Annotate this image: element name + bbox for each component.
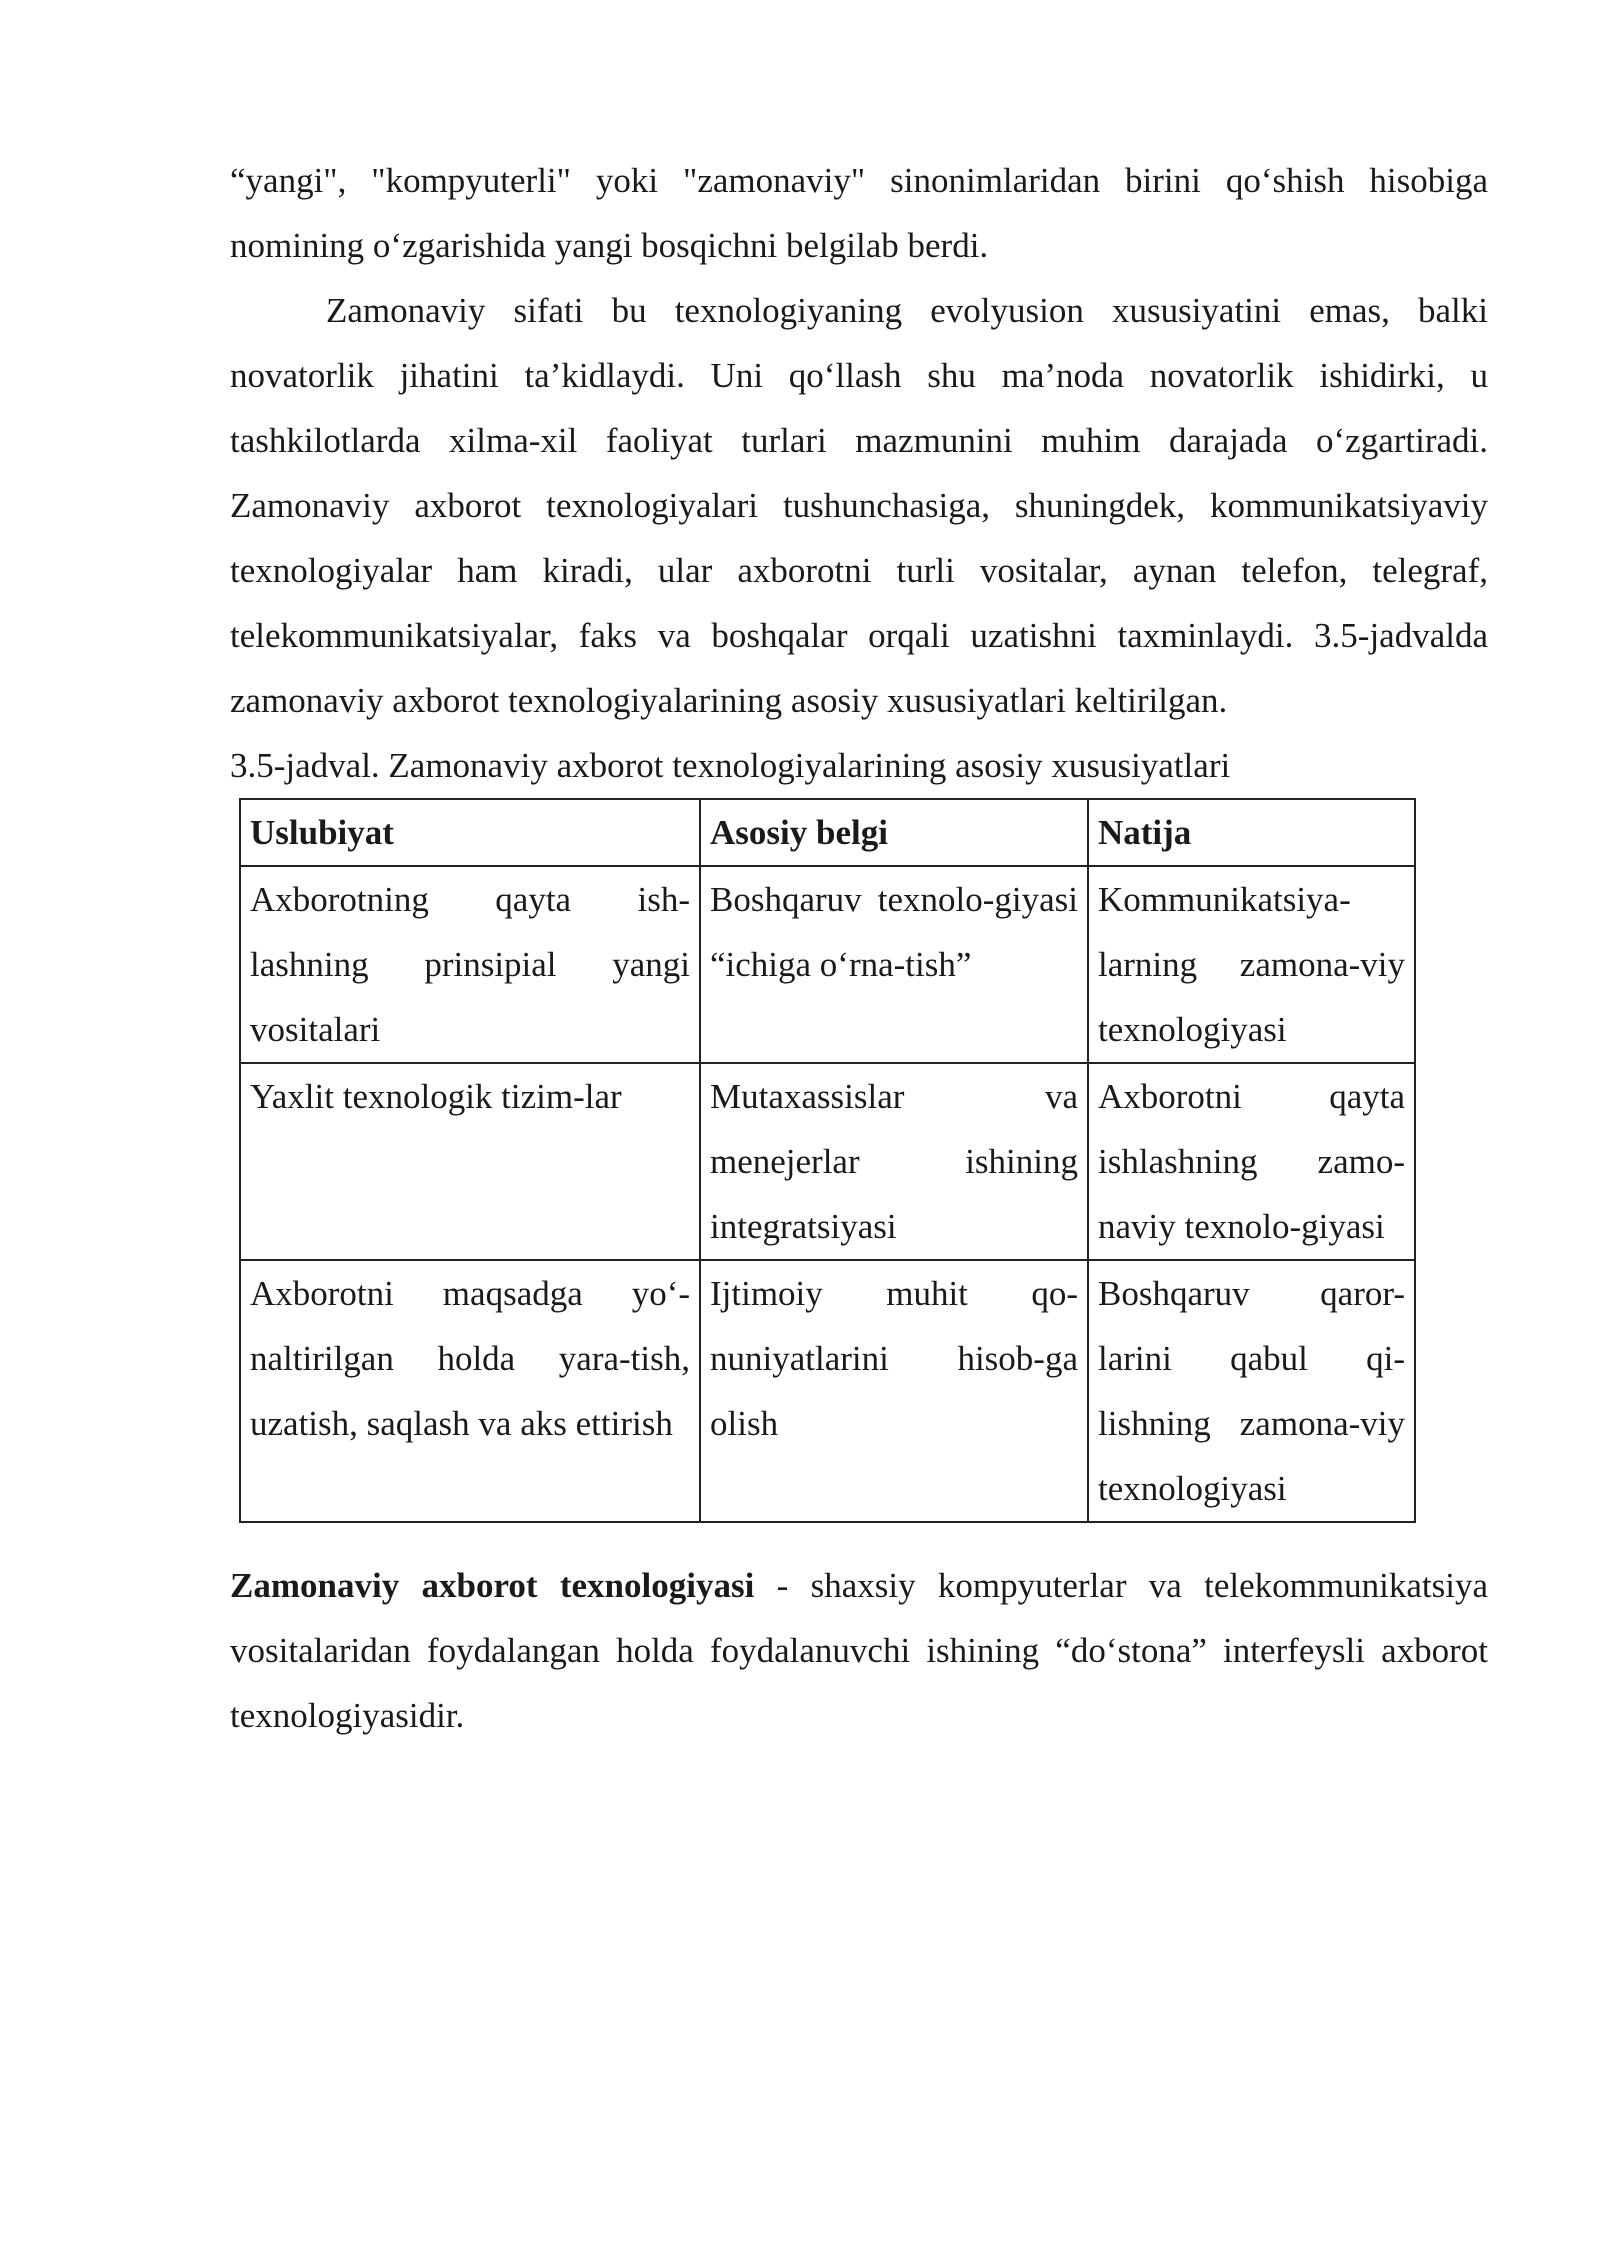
table-cell: Axborotni qayta ishlashning zamo-naviy texnolo-giyasi [1088,1063,1415,1260]
table-cell: Mutaxassislar va menejerlar ishining integratsiyasi [700,1063,1088,1260]
table-row [240,866,1415,1063]
table-cell: Kommunikatsiya-larning zamona-viy texnologiyasi [1088,866,1415,1063]
header-natija: Natija [1088,799,1415,866]
table-cell: Axborotning qayta ish-lashning prinsipial yangi vositalari [240,866,700,1063]
paragraph-main: Zamonaviy sifati bu texnologiyaning evolyusion xususiyatini emas, balki novatorlik jihatini ta’kidlaydi. Uni qo‘llash shu ma’noda novatorlik ishidirki, u tashkilotlarda xilma-xil faoliyat turlari mazmunini muhim darajada o‘zgartiradi. Zamonaviy axborot texnologiyalari tushunchasiga, shuningdek, kommunikatsiyaviy texnologiyalar ham kiradi, ular axborotni turli vositalar, aynan telefon, telegraf, telekommunikatsiyalar, faks va boshqalar orqali uzatishni taxminlaydi. 3.5-jadvalda zamonaviy axborot texnologiyalarining asosiy xususiyatlari keltirilgan. [230,291,1488,720]
paragraph-intro: “yangi", "kompyuterli" yoki "zamonaviy" sinonimlaridan birini qo‘shish hisobiga nomining o‘zgarishida yangi bosqichni belgilab berdi. [230,161,1488,265]
header-asosiy-belgi: Asosiy belgi [700,799,1088,866]
definition-paragraph [230,1553,1488,1748]
table-cell: Boshqaruv qaror-larini qabul qi-lishning zamona-viy texnologiyasi [1088,1260,1415,1522]
table-row [240,1260,1415,1522]
header-uslubiyat: Uslubiyat [240,799,700,866]
table-row [240,1063,1415,1260]
table-cell: Ijtimoiy muhit qo-nuniyatlarini hisob-ga olish [700,1260,1088,1522]
definition-text: - shaxsiy kompyuterlar va telekommunikatsiya vositalaridan foydalangan holda foydalanuvchi ishining “do‘stona” interfeysli axborot texnologiyasidir. [230,1566,1488,1735]
table-header-row [240,799,1415,866]
table-cell: Yaxlit texnologik tizim-lar [240,1063,700,1260]
document-page [230,148,1488,1748]
features-table [239,798,1416,1523]
table-caption: 3.5-jadval. Zamonaviy axborot texnologiyalarining asosiy xususiyatlari [230,746,1231,785]
definition-term: Zamonaviy axborot texnologiyasi [230,1566,755,1605]
table-cell: Boshqaruv texnolo-giyasi “ichiga o‘rna-tish” [700,866,1088,1063]
table-cell: Axborotni maqsadga yo‘-naltirilgan holda yara-tish, uzatish, saqlash va aks ettirish [240,1260,700,1522]
